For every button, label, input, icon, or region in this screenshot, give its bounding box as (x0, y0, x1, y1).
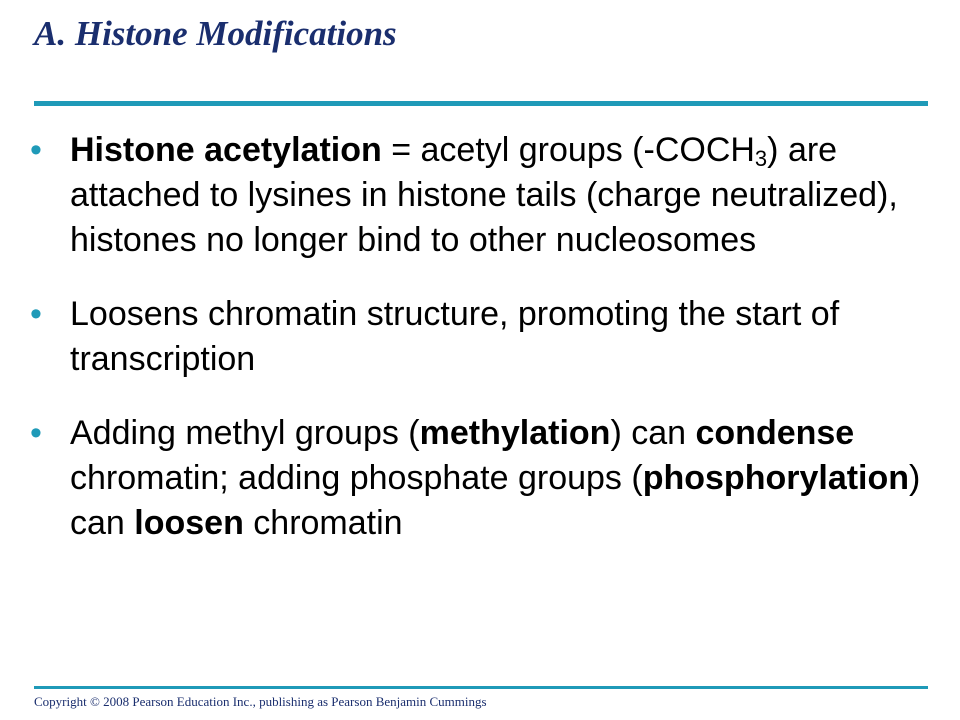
copyright-footer: Copyright © 2008 Pearson Education Inc., publishing as Pearson Benjamin Cummings (34, 694, 487, 709)
term-histone-acetylation: Histone acetylation (70, 131, 382, 169)
footer-divider (34, 686, 928, 689)
bullet-text: Loosens chromatin structure, promoting the start of transcription (70, 295, 840, 378)
term-loosen: loosen (134, 504, 244, 542)
bullet-text: = acetyl groups (-COCH (381, 131, 755, 169)
bullet-item-loosens (30, 292, 930, 382)
term-methylation: methylation (419, 414, 611, 452)
bullet-list (30, 128, 930, 575)
bullet-text: ) can (610, 414, 696, 452)
bullet-marker: • (30, 295, 42, 333)
bullet-item-acetylation (30, 128, 930, 263)
bullet-text: chromatin (243, 504, 403, 542)
bullet-marker: • (30, 414, 42, 452)
bullet-item-methylation (30, 411, 930, 546)
term-condense: condense (695, 414, 855, 452)
bullet-text: chromatin; adding phosphate groups ( (70, 459, 643, 497)
slide-title: A. Histone Modifications (34, 14, 397, 53)
title-divider (34, 101, 928, 106)
bullet-marker: • (30, 131, 42, 169)
bullet-text: Adding methyl groups ( (70, 414, 420, 452)
bullet-text: ) are attached to lysines in histone tails (charge neutralized), histones no longer bind to other nucleosomes (70, 131, 898, 259)
term-phosphorylation: phosphorylation (642, 459, 910, 497)
bullet-text: ) can (70, 459, 921, 542)
subscript: 3 (754, 146, 768, 171)
